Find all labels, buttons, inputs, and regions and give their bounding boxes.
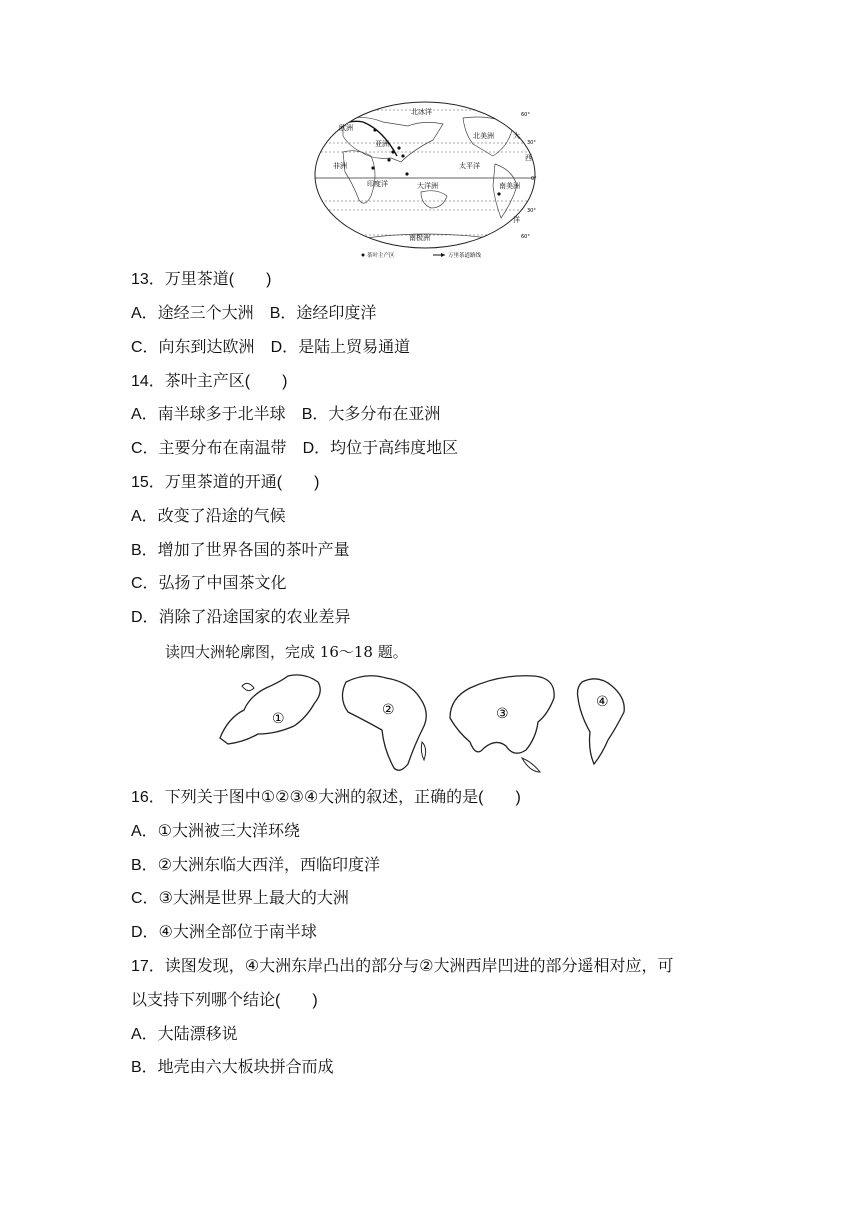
- q17-option-a[interactable]: A．大陆漂移说: [131, 1026, 238, 1043]
- lat-60s: 60°: [521, 234, 530, 240]
- q16-option-a[interactable]: A．①大洲被三大洋环绕: [131, 823, 301, 840]
- q14-option-b[interactable]: B．大多分布在亚洲: [301, 406, 441, 423]
- q14-stem: 14．茶叶主产区( ): [131, 373, 288, 390]
- continent-mark-1: ①: [272, 711, 285, 727]
- label-atlantic-b: 西: [525, 154, 532, 162]
- continent-mark-4: ④: [596, 694, 609, 710]
- q17-stem-line1: 17．读图发现，④大洲东岸凸出的部分与②大洲西岸凹进的部分遥相对应，可: [131, 958, 674, 975]
- q13-options-row2: [131, 338, 410, 358]
- intro-text: 读四大洲轮廓图，完成 16～18 题。: [165, 643, 408, 661]
- q15-stem: 15．万里茶道的开通( ): [131, 474, 320, 491]
- lat-30n: 30°: [527, 140, 536, 146]
- label-arctic: 北冰洋: [411, 108, 432, 116]
- legend-route: 万里茶道路线: [448, 253, 482, 259]
- label-asia: 亚洲: [375, 140, 389, 148]
- q16-option-b[interactable]: B．②大洲东临大西洋，西临印度洋: [131, 857, 381, 874]
- q14-option-d[interactable]: D．均位于高纬度地区: [302, 440, 459, 457]
- q17-stem-line2: 以支持下列哪个结论( ): [131, 992, 318, 1009]
- q15-option-a[interactable]: A．改变了沿途的气候: [131, 508, 286, 525]
- q13-options-row1: [131, 304, 376, 324]
- q15-option-c[interactable]: C．弘扬了中国茶文化: [131, 575, 287, 592]
- label-antarctica: 南极洲: [409, 234, 430, 242]
- four-continents-figure: [214, 668, 644, 778]
- q13-option-a[interactable]: A．途经三个大洲: [131, 305, 254, 322]
- q15-option-b[interactable]: B．增加了世界各国的茶叶产量: [131, 542, 350, 559]
- q14-options-row1: [131, 405, 440, 425]
- label-south-america: 南美洲: [499, 182, 520, 190]
- legend-dot-icon: [362, 254, 365, 257]
- q15-option-d[interactable]: D．消除了沿途国家的农业差异: [131, 609, 351, 626]
- q14-option-c[interactable]: C．主要分布在南温带: [131, 440, 287, 457]
- q13-option-c[interactable]: C．向东到达欧洲: [131, 339, 255, 356]
- label-atlantic-c: 洋: [513, 216, 520, 224]
- lat-30s: 30°: [527, 208, 536, 214]
- label-north-america: 北美洲: [473, 132, 494, 140]
- legend-tea-area: 茶叶主产区: [367, 253, 395, 259]
- q17-option-b[interactable]: B．地壳由六大板块拼合而成: [131, 1059, 334, 1076]
- label-atlantic-a: 大: [513, 132, 520, 140]
- q13-stem: 13．万里茶道( ): [131, 271, 272, 288]
- label-europe: 欧洲: [339, 124, 353, 132]
- world-tea-route-map: [313, 100, 543, 262]
- label-indian-ocean: 印度洋: [367, 180, 388, 188]
- q16-option-c[interactable]: C．③大洲是世界上最大的大洲: [131, 890, 349, 907]
- lat-0: 0°: [531, 176, 537, 182]
- label-pacific: 太平洋: [459, 162, 480, 170]
- q16-option-d[interactable]: D．④大洲全部位于南半球: [131, 924, 317, 941]
- q16-stem: 16．下列关于图中①②③④大洲的叙述，正确的是( ): [131, 789, 521, 806]
- q14-option-a[interactable]: A．南半球多于北半球: [131, 406, 286, 423]
- q14-options-row2: [131, 439, 458, 459]
- label-africa: 非洲: [333, 162, 347, 170]
- continent-mark-2: ②: [382, 702, 395, 718]
- q13-option-d[interactable]: D．是陆上贸易通道: [270, 339, 411, 356]
- label-oceania: 大洋洲: [417, 182, 438, 190]
- lat-60n: 60°: [521, 112, 530, 118]
- q13-option-b[interactable]: B．途经印度洋: [269, 305, 377, 322]
- continent-mark-3: ③: [496, 706, 509, 722]
